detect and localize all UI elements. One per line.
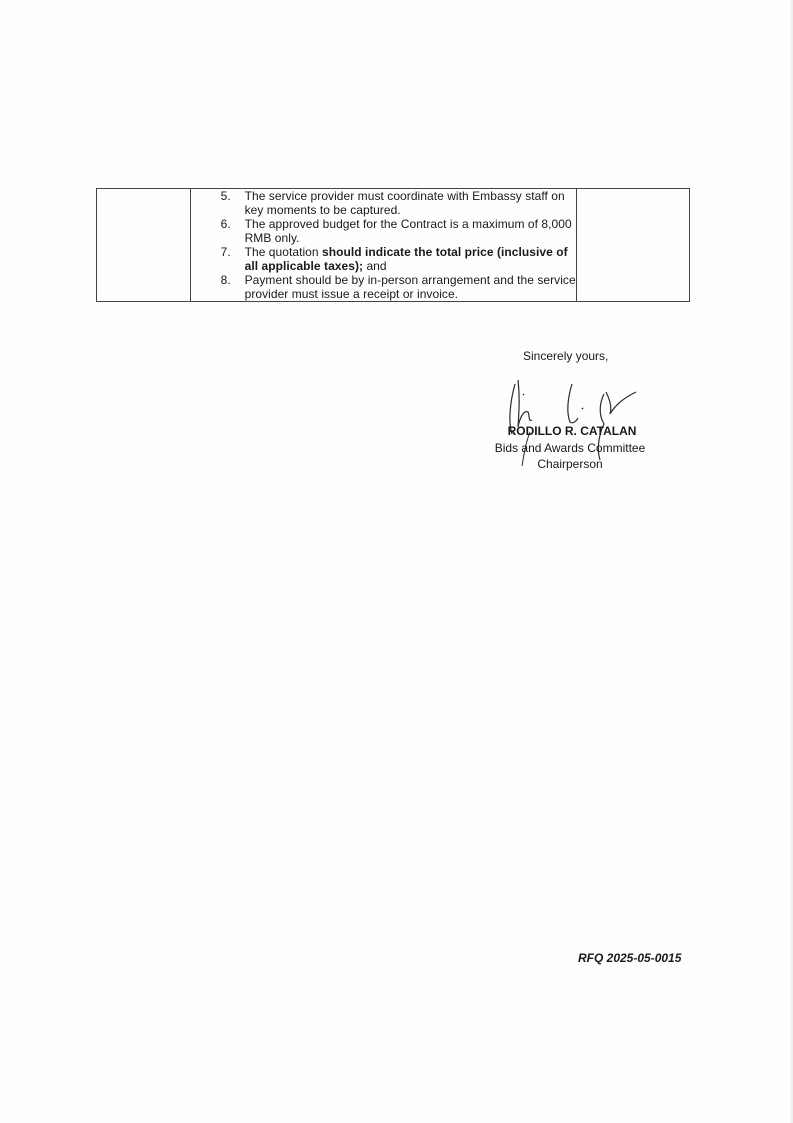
- document-reference: RFQ 2025-05-0015: [578, 951, 682, 965]
- item-text-bold: should indicate the total price (inclusive of all applicable taxes);: [244, 245, 568, 273]
- signatory-title-line1: Bids and Awards Committee: [494, 441, 646, 455]
- list-item: [191, 217, 577, 245]
- signatory-title-line2: Chairperson: [537, 457, 603, 471]
- item-number: 5.: [220, 189, 231, 203]
- item-text: The service provider must coordinate with Embassy staff on key moments to be captured.: [244, 189, 565, 217]
- list-item: [191, 189, 577, 217]
- item-number: 7.: [220, 245, 231, 259]
- item-number: 6.: [220, 217, 231, 231]
- table-cell-left: [97, 189, 191, 302]
- item-text-prefix: The quotation: [244, 245, 323, 259]
- table-row: [97, 189, 690, 302]
- requirements-table: [96, 188, 690, 302]
- requirements-list: [191, 189, 577, 301]
- signatory-title: [480, 440, 660, 472]
- table-cell-requirements: [190, 189, 577, 302]
- item-number: 8.: [220, 273, 231, 287]
- item-text: The approved budget for the Contract is a maximum of 8,000 RMB only.: [244, 217, 572, 245]
- list-item: [191, 245, 577, 273]
- list-item: [191, 273, 577, 301]
- signatory-name: RODILLO R. CATALAN: [507, 424, 637, 438]
- table-cell-right: [577, 189, 690, 302]
- item-text-suffix: and: [363, 259, 387, 273]
- item-text: Payment should be by in-person arrangement and the service provider must issue a receipt or invoice.: [244, 273, 576, 301]
- closing-text: Sincerely yours,: [523, 349, 609, 363]
- scan-edge-shadow: [789, 0, 793, 1123]
